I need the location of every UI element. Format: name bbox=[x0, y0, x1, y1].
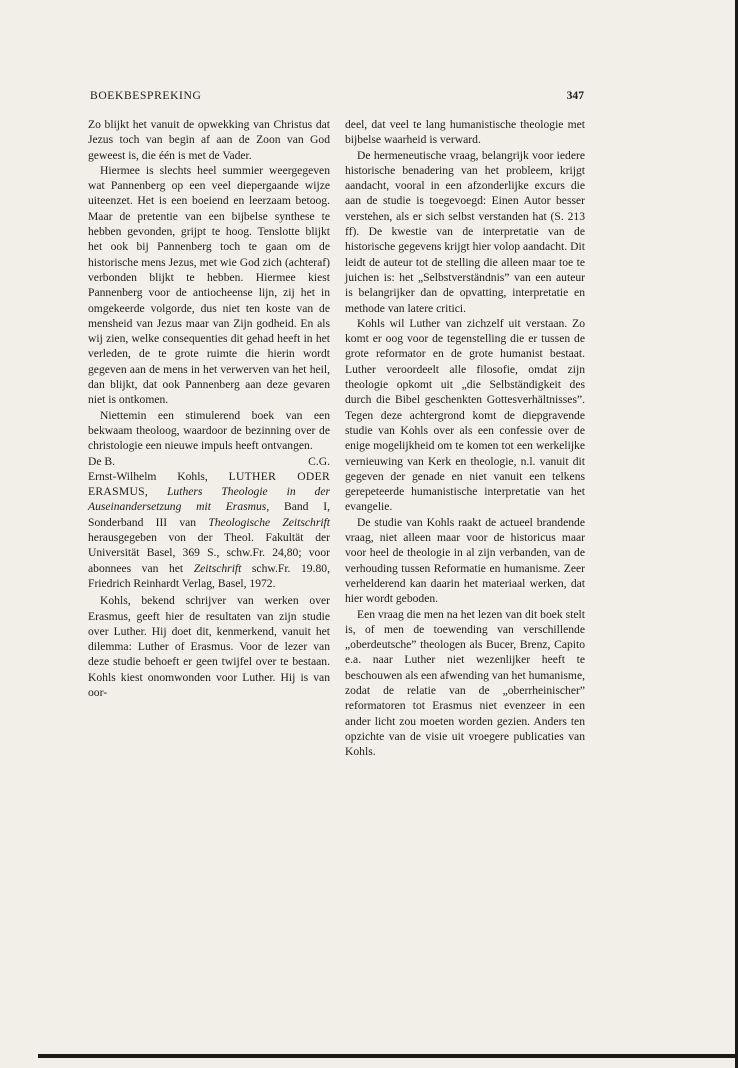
book-publisher-end: schw.Fr. 19.80, Friedrich Reinhardt Verlag, Basel, 1972. bbox=[88, 561, 330, 590]
paragraph: Hiermee is slechts heel summier weergegeven wat Pannenberg op een veel diepergaande wijze uiteenzet. Het is een boeiend en leerzaam betoog. Maar de pretentie van een bijbelse synthese te hebben gevonden, grijpt te hoog. Tenslotte blijkt het ook bij Pannenberg toch te gaan om de historische mens Jezus, met wie God zich (achteraf) verbonden blijkt te hebben. Hiermee kiest Pannenberg voor de antiocheense lijn, zij het in omgekeerde volgorde, dus niet ten koste van de mensheid van Jezus maar van Zijn godheid. En als wij zien, welke consequenties dit gehad heeft in het verleden, de te grote ruimte die hierin wordt gegeven aan de mens in het verwerven van het heil, dan blijkt, dat ook Pannenberg aan deze gevaren niet is ontkomen. bbox=[88, 163, 330, 407]
paragraph: De studie van Kohls raakt de actueel brandende vraag, niet alleen maar voor de historicus maar voor heel de theologie in al zijn verbanden, van de verhouding tussen Reformatie en humanisme. Zeer verhelderend kan daarin het materiaal werken, dat hier wordt geboden. bbox=[345, 515, 585, 606]
section-title: BOEKBESPREKING bbox=[90, 89, 202, 102]
book-reference bbox=[88, 469, 330, 591]
left-column bbox=[88, 117, 330, 700]
right-column bbox=[345, 117, 585, 759]
paragraph: Een vraag die men na het lezen van dit boek stelt is, of men de toewending van verschillende „oberdeutsche” theologen als Bucer, Brenz, Capito e.a. naar Luther niet wezenlijker heeft te beschouwen als een afwending van het humanisme, zodat de relatie van de „oberrheinischer” reformatoren tot Erasmus niet evenzeer in een ander licht zou moeten worden gezien. Anders ten opzichte van de visie uit vroegere publicaties van Kohls. bbox=[345, 607, 585, 759]
page-number: 347 bbox=[566, 89, 584, 102]
book-title: LUTHER ODER ERASMUS, bbox=[88, 469, 330, 499]
paragraph: deel, dat veel te lang humanistische theologie met bijbelse waarheid is verward. bbox=[345, 118, 585, 147]
book-series: Band I, Sonderband III van bbox=[88, 500, 330, 529]
book-publisher: herausgegeben von der Theol. Fakultät der Universität Basel, 369 S., schw.Fr. 24,80; voor abonnees van het bbox=[88, 531, 330, 575]
paragraph: Zo blijkt het vanuit de opwekking van Christus dat Jezus toch van begin af aan de Zoon van God geweest is, die één is met de Vader. bbox=[88, 118, 330, 162]
paragraph: Niettemin een stimulerend boek van een bekwaam theoloog, waardoor de bezinning over de christologie een nieuwe impuls heeft ontvangen. bbox=[88, 408, 330, 453]
scan-edge-bottom bbox=[38, 1054, 738, 1058]
book-subtitle: Luthers Theologie in der Auseinandersetzung mit Erasmus, bbox=[88, 485, 330, 514]
book-author: Ernst-Wilhelm Kohls, bbox=[88, 469, 208, 483]
book-series-title: Theologische Zeitschrift bbox=[208, 515, 330, 529]
signature-left: De B. bbox=[88, 454, 116, 468]
paragraph: De hermeneutische vraag, belangrijk voor iedere historische benadering van het probleem, krijgt aandacht, vooral in een afzonderlijke excurs die aan de studie is toegevoegd: Einen Autor besser verstehen, als er sich selbst verstanden hat (S. 213 ff). De kwestie van de interpretatie van de historische gegevens krijgt hier volop aandacht. Dit leidt de auteur tot de stelling die alleen maar toe te juichen is: het „Selbstverständnis” van een auteur is belangrijker dan de opvatting, interpretatie en methode van latere critici. bbox=[345, 148, 585, 315]
signature-right: C.G. bbox=[308, 454, 330, 468]
running-head bbox=[90, 89, 585, 102]
book-journal: Zeitschrift bbox=[193, 561, 242, 575]
paragraph: Kohls wil Luther van zichzelf uit verstaan. Zo komt er oog voor de tegenstelling die er tussen de grote reformator en de grote humanist bestaat. Luther veroordeelt alle filosofie, omdat zijn theologie opkomt uit „die Selbständigkeit des durch die Bibel geschenkten Gottesverhältnisses”. Tegen deze achtergrond komt de diepgravende studie van Kohls over als een confessie over de enige mogelijkheid om te komen tot een werkelijke vernieuwing van Kerk en theologie, n.l. vanuit dit gegeven der genade en niet vanuit een telkens gerepeteerde humanistische interpretatie van het evangelie. bbox=[345, 316, 585, 514]
review-signature bbox=[88, 454, 330, 469]
paragraph: Kohls, bekend schrijver van werken over Erasmus, geeft hier de resultaten van zijn studie over Luther. Hij doet dit, kenmerkend, vanuit het dilemma: Luther of Erasmus. Voor de lezer van deze studie behoeft er geen twijfel over te bestaan. Kohls kiest onomwonden voor Luther. Hij is van oor- bbox=[88, 594, 330, 699]
